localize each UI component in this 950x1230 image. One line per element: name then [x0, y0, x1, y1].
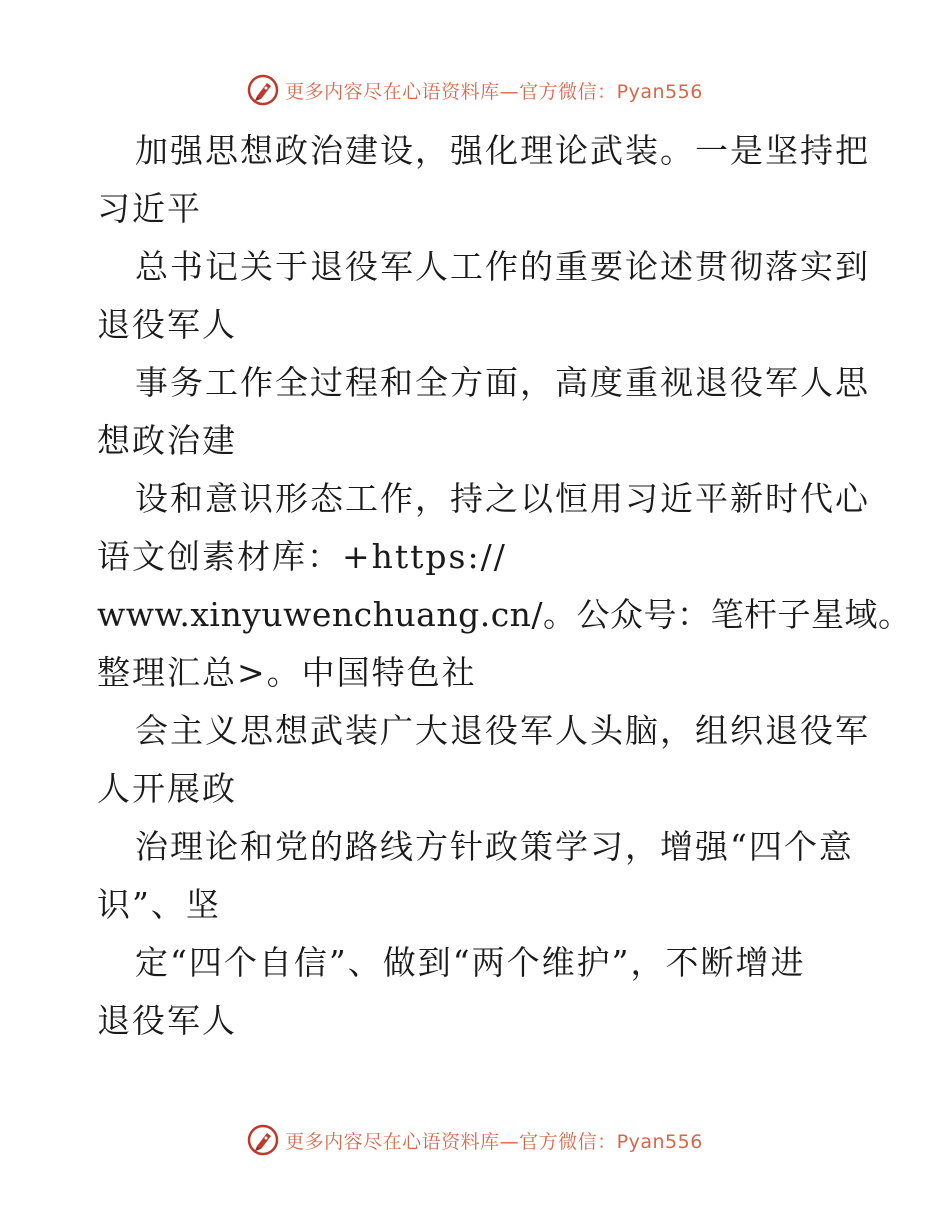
header-watermark-banner [0, 70, 950, 110]
body-line: 人开展政 [97, 769, 237, 808]
body-line: 想政治建 [97, 421, 237, 460]
body-line: 整理汇总>。中国特色社 [97, 653, 477, 692]
document-body [97, 122, 912, 1050]
header-watermark-text: 更多内容尽在心语资料库—官方微信：Pyan556 [285, 80, 703, 103]
body-line: 习近平 [97, 189, 202, 228]
body-line: 总书记关于退役军人工作的重要论述贯彻落实到 [135, 247, 870, 286]
pen-nib-logo-icon [247, 74, 279, 106]
body-line: 识”、坚 [97, 885, 221, 924]
footer-watermark-banner [0, 1120, 950, 1160]
body-line: 退役军人 [97, 1001, 237, 1040]
body-line: 会主义思想武装广大退役军人头脑，组织退役军 [135, 711, 870, 750]
body-line: 设和意识形态工作，持之以恒用习近平新时代心 [135, 479, 870, 518]
body-line: www.xinyuwenchuang.cn/。公众号：笔杆子星域。 [97, 595, 912, 634]
body-line: 事务工作全过程和全方面，高度重视退役军人思 [135, 363, 870, 402]
pen-nib-logo-icon [247, 1124, 279, 1156]
body-line: 退役军人 [97, 305, 237, 344]
body-line: 加强思想政治建设，强化理论武装。一是坚持把 [135, 131, 870, 170]
body-line: 定“四个自信”、做到“两个维护”，不断增进 [135, 943, 806, 982]
body-line: 治理论和党的路线方针政策学习，增强“四个意 [135, 827, 854, 866]
footer-watermark-text: 更多内容尽在心语资料库—官方微信：Pyan556 [285, 1130, 703, 1153]
body-line: 语文创素材库：+https:// [97, 537, 507, 576]
